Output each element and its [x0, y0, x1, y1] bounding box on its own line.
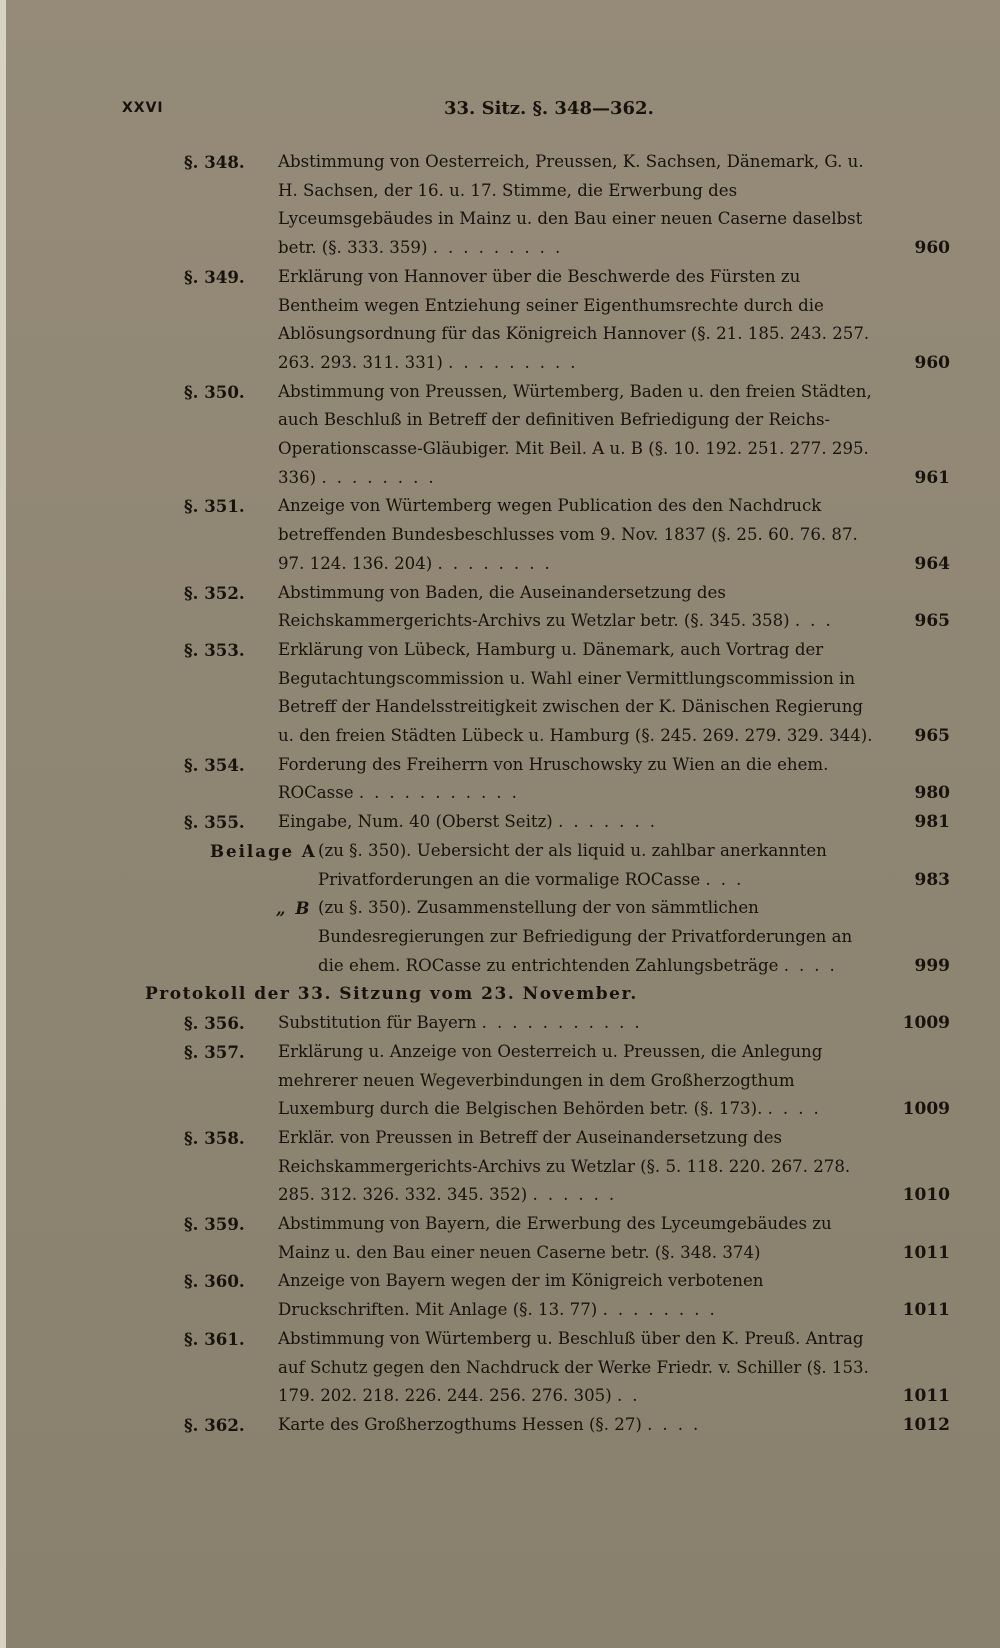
appendix-label: Beilage A	[210, 840, 317, 861]
page-number: XXVI	[122, 100, 164, 116]
page-reference: 1011	[902, 1386, 950, 1407]
page-reference: 1009	[902, 1099, 950, 1120]
entry-text: Anzeige von Würtemberg wegen Publication des den Nachdruck betreffenden Bundesbeschlusses vom 9. Nov. 1837 (§. 25. 60. 76. 87. 97. 124. 136. 204)	[278, 496, 858, 573]
section-number: §. 353.	[184, 639, 245, 660]
entry-text: Forderung des Freiherrn von Hruschowsky zu Wien an die ehem. ROCasse	[278, 754, 829, 803]
page-reference: 1012	[902, 1414, 950, 1435]
entry-text: Eingabe, Num. 40 (Oberst Seitz)	[278, 812, 553, 832]
page-reference: 1010	[902, 1185, 950, 1206]
section-number: §. 362.	[184, 1414, 245, 1435]
index-entry: §. 360. Anzeige von Bayern wegen der im Königreich verbotenen Druckschriften. Mit Anlage (§. 13. 77) ........ 1011	[184, 1267, 950, 1324]
page-reference: 1011	[902, 1300, 950, 1321]
index-entry: §. 350. Abstimmung von Preussen, Würtemberg, Baden u. den freien Städten, auch Beschluß in Betreff der definitiven Befriedigung der Reichs-Operationscasse-Gläubiger. Mit Beil. A u. B (§. 10. 192. 251. 277. 295. 336) ........ 961	[184, 378, 950, 493]
index-entry: §. 355. Eingabe, Num. 40 (Oberst Seitz) ....... 981	[184, 808, 950, 837]
page-reference: 964	[914, 553, 950, 574]
section-number: §. 360.	[184, 1271, 245, 1292]
entry-text: Abstimmung von Bayern, die Erwerbung des Lyceumgebäudes zu Mainz u. den Bau einer neuen Caserne betr. (§. 348. 374)	[278, 1214, 832, 1262]
page-reference: 961	[914, 467, 950, 488]
entry-text: Abstimmung von Preussen, Würtemberg, Baden u. den freien Städten, auch Beschluß in Betreff der definitiven Befriedigung der Reichs-Operationscasse-Gläubiger. Mit Beil. A u. B (§. 10. 192. 251. 277. 295. 336)	[278, 381, 872, 487]
page-reference: 981	[914, 812, 950, 833]
section-number: §. 361.	[184, 1328, 245, 1349]
appendix-text: (zu §. 350). Uebersicht der als liquid u. zahlbar anerkannten Privatforderungen an die vormalige ROCasse	[318, 840, 827, 889]
section-number: §. 349.	[184, 266, 245, 287]
section-number: §. 354.	[184, 754, 245, 775]
section-number: §. 358.	[184, 1127, 245, 1148]
section-number: §. 350.	[184, 381, 245, 402]
index-entry	[184, 1210, 950, 1267]
section-number: §. 351.	[184, 496, 245, 517]
index-entry	[184, 636, 950, 751]
index-entry: §. 351. Anzeige von Würtemberg wegen Publication des den Nachdruck betreffenden Bundesbeschlusses vom 9. Nov. 1837 (§. 25. 60. 76. 87. 97. 124. 136. 204) ........ 964	[184, 492, 950, 578]
page-reference: 965	[914, 611, 950, 632]
entry-text: Abstimmung von Baden, die Auseinandersetzung des Reichskammergerichts-Archivs zu Wetzlar betr. (§. 345. 358)	[278, 582, 790, 631]
index-entry: §. 361. Abstimmung von Würtemberg u. Beschluß über den K. Preuß. Antrag auf Schutz gegen den Nachdruck der Werke Friedr. v. Schiller (§. 153. 179. 202. 218. 226. 244. 256. 276. 305) .. 1011	[184, 1325, 950, 1411]
entry-text: Abstimmung von Oesterreich, Preussen, K. Sachsen, Dänemark, G. u. H. Sachsen, der 16. u. 17. Stimme, die Erwerbung des Lyceumsgebäudes in Mainz u. den Bau einer neuen Caserne daselbst betr. (§. 333. 359)	[278, 152, 864, 258]
entry-text: Abstimmung von Würtemberg u. Beschluß über den K. Preuß. Antrag auf Schutz gegen den Nachdruck der Werke Friedr. v. Schiller (§. 153. 179. 202. 218. 226. 244. 256. 276. 305)	[278, 1328, 869, 1406]
page-reference: 980	[914, 783, 950, 804]
page-reference: 965	[914, 726, 950, 747]
appendix-entry: „ B (zu §. 350). Zusammenstellung der von sämmtlichen Bundesregierungen zur Befriedigung der Privatforderungen an die ehem. ROCasse zu entrichtenden Zahlungsbeträge .... 999	[184, 894, 950, 980]
protocol-heading: Protokoll der 33. Sitzung vom 23. November.	[145, 984, 638, 1005]
entry-text: Erklärung von Hannover über die Beschwerde des Fürsten zu Bentheim wegen Entziehung seiner Eigenthumsrechte durch die Ablösungsordnung für das Königreich Hannover (§. 21. 185. 243. 257. 263. 293. 311. 331)	[278, 266, 870, 372]
section-number: §. 356.	[184, 1013, 245, 1034]
section-number: §. 352.	[184, 582, 245, 603]
entry-text: Erklärung u. Anzeige von Oesterreich u. Preussen, die Anlegung mehrerer neuen Wegeverbindungen in dem Großherzogthum Luxemburg durch die Belgischen Behörden betr. (§. 173).	[278, 1041, 823, 1119]
entry-text: Karte des Großherzogthums Hessen (§. 27)	[278, 1414, 642, 1434]
appendix-entry: Beilage A (zu §. 350). Uebersicht der als liquid u. zahlbar anerkannten Privatforderungen an die vormalige ROCasse ... 983	[184, 837, 950, 894]
entry-text: Anzeige von Bayern wegen der im Königreich verbotenen Druckschriften. Mit Anlage (§. 13. 77)	[278, 1271, 764, 1320]
index-entry: §. 349. Erklärung von Hannover über die Beschwerde des Fürsten zu Bentheim wegen Entziehung seiner Eigenthumsrechte durch die Ablösungsordnung für das Königreich Hannover (§. 21. 185. 243. 257. 263. 293. 311. 331) ......... 960	[184, 263, 950, 378]
section-number: §. 359.	[184, 1214, 245, 1235]
index-entry: §. 348. Abstimmung von Oesterreich, Preussen, K. Sachsen, Dänemark, G. u. H. Sachsen, der 16. u. 17. Stimme, die Erwerbung des Lyceumsgebäudes in Mainz u. den Bau einer neuen Caserne daselbst betr. (§. 333. 359) ......... 960	[184, 148, 950, 263]
page-reference: 960	[914, 238, 950, 259]
page-reference: 983	[914, 869, 950, 890]
index-entry: §. 352. Abstimmung von Baden, die Auseinandersetzung des Reichskammergerichts-Archivs zu Wetzlar betr. (§. 345. 358) ... 965	[184, 579, 950, 636]
page-reference: 1011	[902, 1242, 950, 1263]
page-reference: 1009	[902, 1013, 950, 1034]
index-entry: §. 354. Forderung des Freiherrn von Hruschowsky zu Wien an die ehem. ROCasse ........... 980	[184, 751, 950, 808]
entry-text: Erklärung von Lübeck, Hamburg u. Dänemark, auch Vortrag der Begutachtungscommission u. Wahl einer Vermittlungscommission in Betreff der Handelsstreitigkeit zwischen der K. Dänischen Regierung u. den freien Städten Lübeck u. Hamburg (§. 245. 269. 279. 329. 344).	[278, 639, 873, 746]
index-entry: §. 356. Substitution für Bayern ........... 1009	[184, 1009, 950, 1038]
index-body	[0, 148, 1000, 1440]
section-number: §. 357.	[184, 1041, 245, 1062]
page-reference: 960	[914, 352, 950, 373]
appendix-label: „ B	[276, 898, 312, 919]
appendix-text: (zu §. 350). Zusammenstellung der von sämmtlichen Bundesregierungen zur Befriedigung der Privatforderungen an die ehem. ROCasse zu entrichtenden Zahlungsbeträge	[318, 898, 853, 975]
index-entry: §. 358. Erklär. von Preussen in Betreff der Auseinandersetzung des Reichskammergerichts-Archivs zu Wetzlar (§. 5. 118. 220. 267. 278. 285. 312. 326. 332. 345. 352) ...... 1010	[184, 1124, 950, 1210]
entry-text: Erklär. von Preussen in Betreff der Auseinandersetzung des Reichskammergerichts-Archivs zu Wetzlar (§. 5. 118. 220. 267. 278. 285. 312. 326. 332. 345. 352)	[278, 1127, 851, 1205]
page-header	[122, 98, 962, 128]
entry-text: Substitution für Bayern	[278, 1013, 477, 1033]
section-number: §. 355.	[184, 812, 245, 833]
index-entry: §. 362. Karte des Großherzogthums Hessen (§. 27) .... 1012	[184, 1411, 950, 1440]
page-reference: 999	[914, 955, 950, 976]
index-entry: §. 357. Erklärung u. Anzeige von Oesterreich u. Preussen, die Anlegung mehrerer neuen Wegeverbindungen in dem Großherzogthum Luxemburg durch die Belgischen Behörden betr. (§. 173). .... 1009	[184, 1038, 950, 1124]
section-number: §. 348.	[184, 152, 245, 172]
running-head: 33. Sitz. §. 348—362.	[444, 98, 654, 119]
